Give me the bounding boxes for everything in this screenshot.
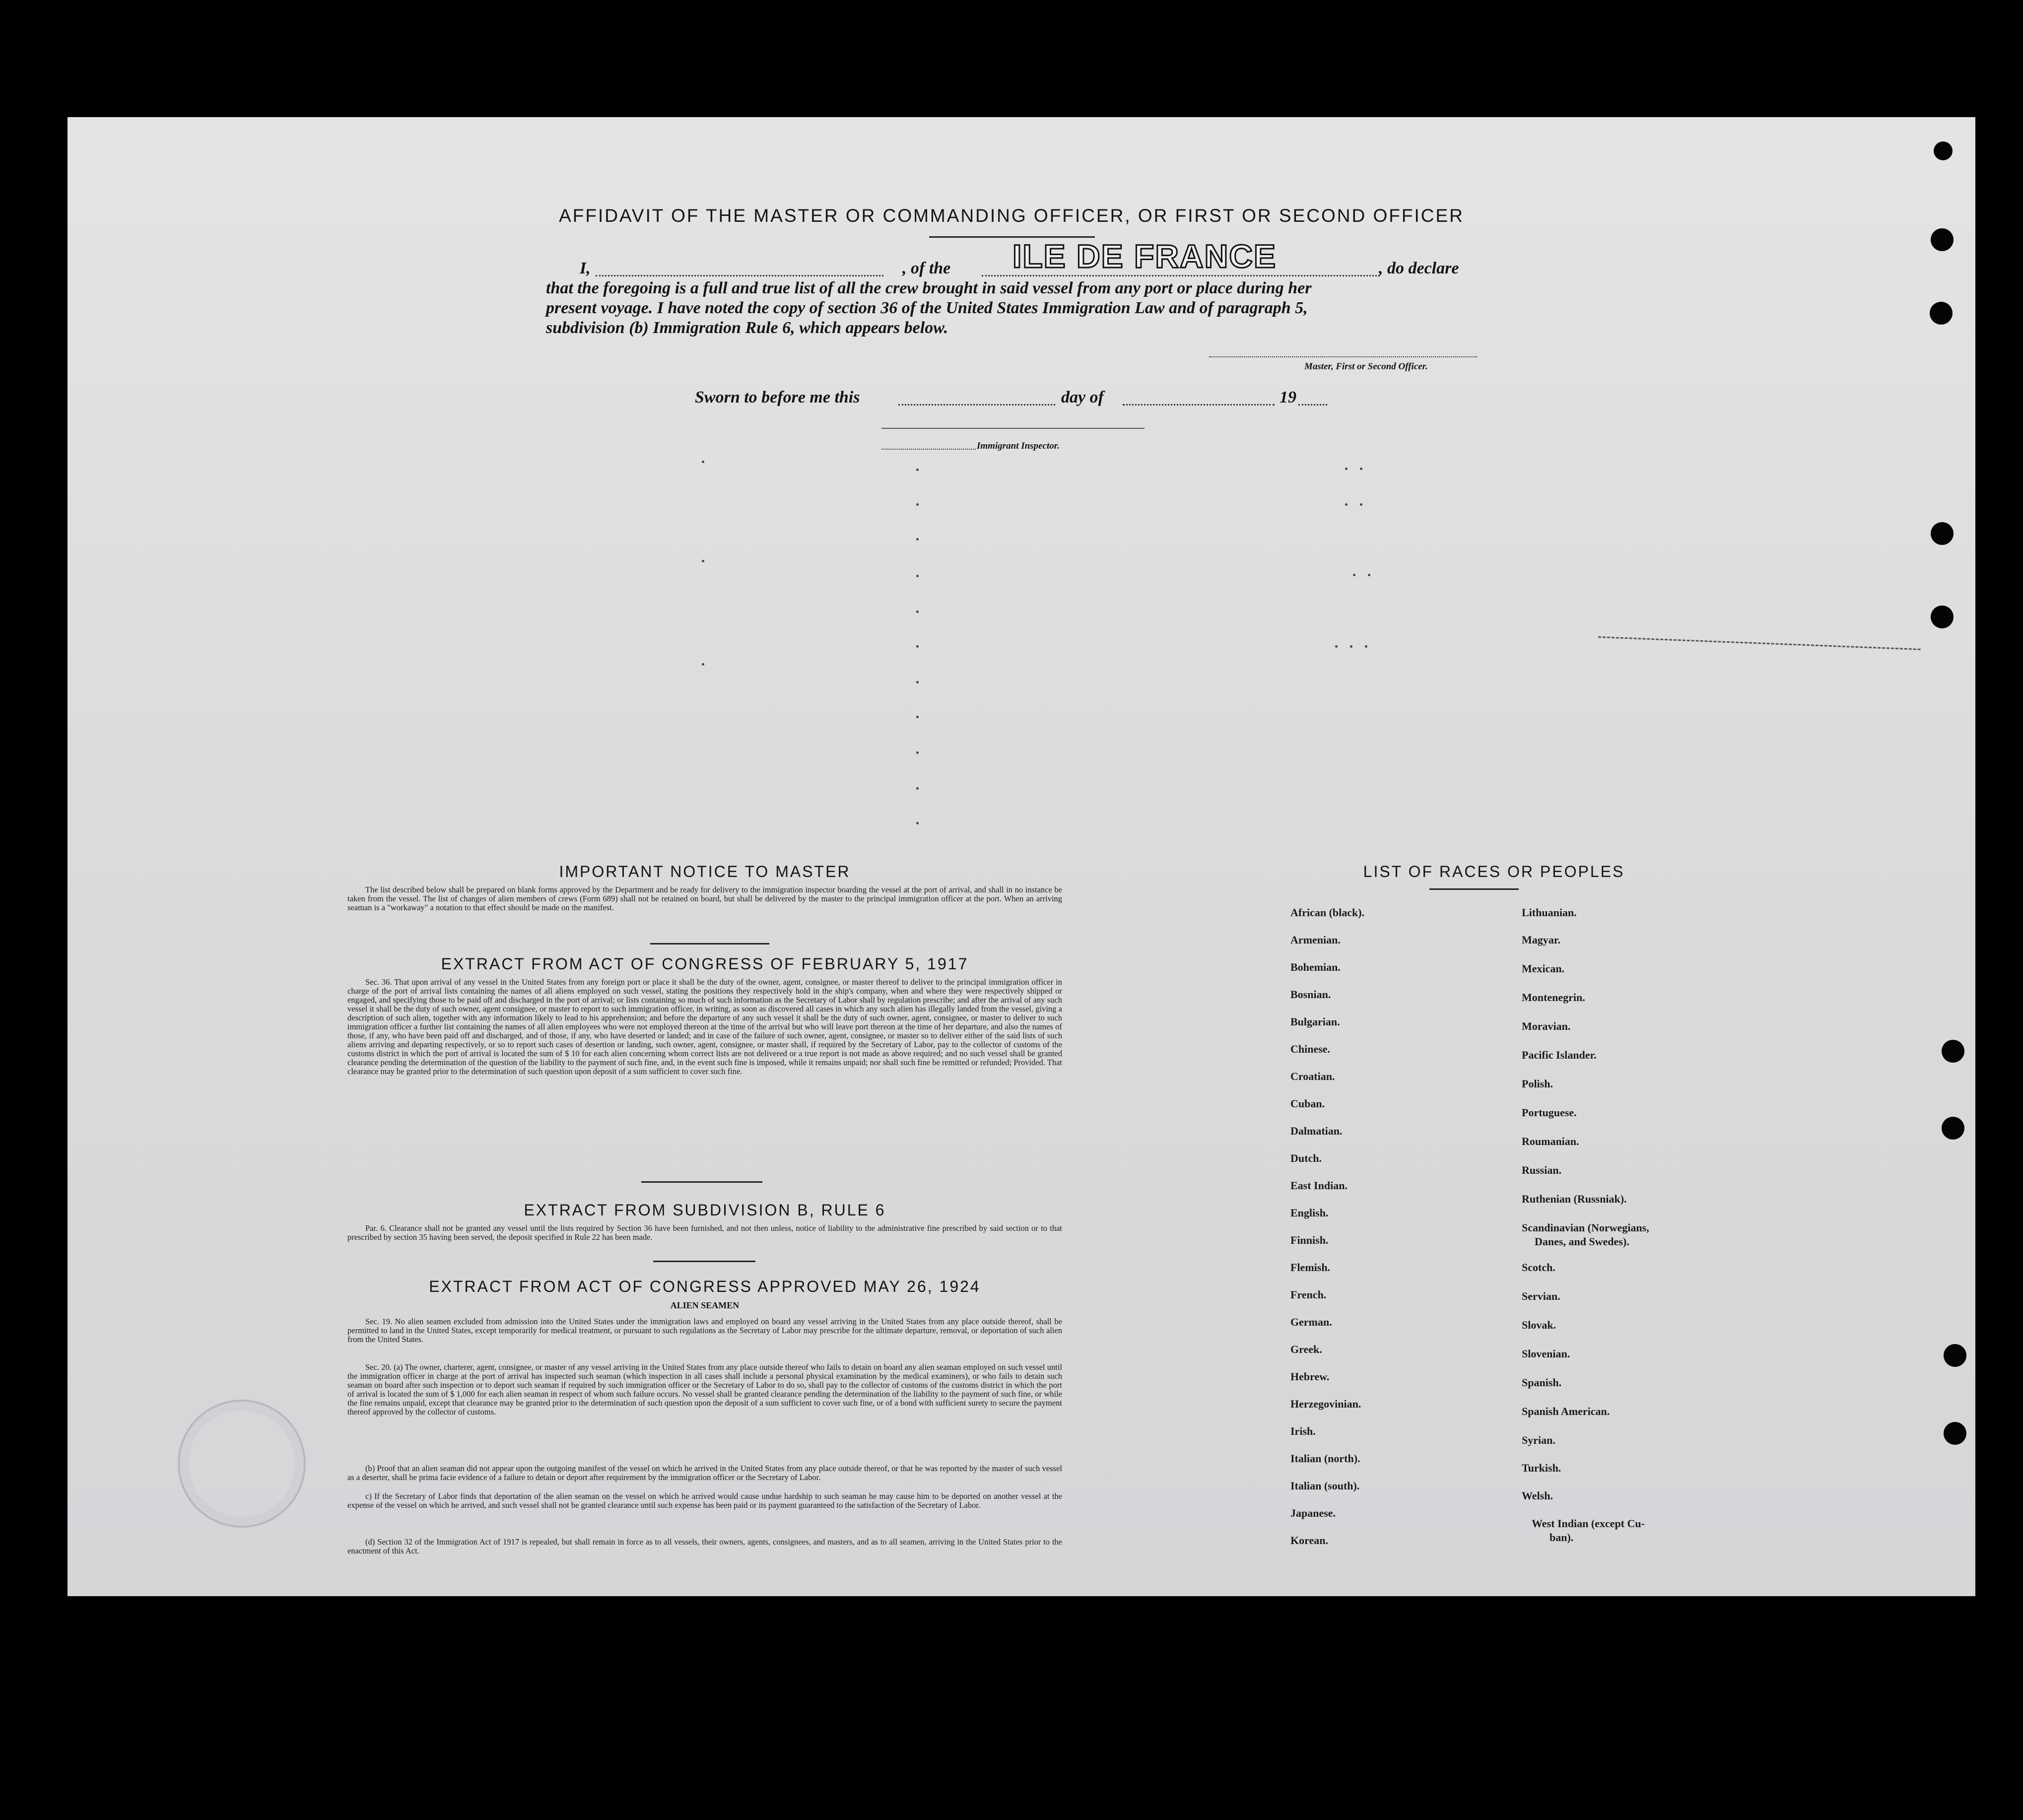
race-item: Roumanian. <box>1522 1135 1579 1147</box>
affidavit-of-the-label: , of the <box>902 259 951 277</box>
extract3-sec19: Sec. 19. No alien seamen excluded from admission into the United States under the immigration laws and employed on board any vessel arriving in the United States from any place outside thereof, shall be permitted to land in the United States, except temporarily for medical treatment, or pursuant to such regulations as the Secretary of Labor may prescribe for the ultimate departure, removal, or deportation of such alien from the United States. <box>347 1317 1062 1344</box>
guide-dot <box>1345 503 1348 506</box>
races-underline <box>1429 888 1519 890</box>
extract1-title: EXTRACT FROM ACT OF CONGRESS OF FEBRUARY 5, 1917 <box>441 955 969 973</box>
guide-dot <box>1360 503 1362 506</box>
vessel-name-field[interactable] <box>982 275 1380 276</box>
punch-hole-4 <box>1931 522 1954 545</box>
guide-dot <box>916 469 919 471</box>
notice-text: The list described below shall be prepared on blank forms approved by the Department and be ready for delivery to the immigration inspector boarding the vessel at the port of arrival, and shall in no instance be taken from the vessel. The list of changes of alien members of crews (Form 689) shall not be retained on board, but shall be delivered by the master to the principal immigration officer at the port. When an arriving seaman is a "workaway" a notation to that effect should be made on the manifest. <box>347 885 1062 912</box>
race-item: Mexican. <box>1522 962 1565 975</box>
punch-hole-7 <box>1942 1117 1964 1140</box>
race-item: Armenian. <box>1290 934 1341 946</box>
race-item: Slovak. <box>1522 1319 1556 1331</box>
inspector-caption: Immigrant Inspector. <box>977 441 1060 451</box>
extract3-title: EXTRACT FROM ACT OF CONGRESS APPROVED MAY 26, 1924 <box>429 1278 981 1295</box>
guide-dot <box>702 663 704 666</box>
guide-dot <box>1368 574 1370 576</box>
guide-dot <box>916 538 919 540</box>
extract2-title: EXTRACT FROM SUBDIVISION B, RULE 6 <box>524 1201 886 1219</box>
signature-caption: Master, First or Second Officer. <box>1304 361 1428 372</box>
races-title: LIST OF RACES OR PEOPLES <box>1363 863 1625 880</box>
race-item: Greek. <box>1290 1343 1322 1355</box>
extract3-sec20a: Sec. 20. (a) The owner, charterer, agent, consignee, or master of any vessel arriving in the United States from any place outside thereof who fails to detain on board any alien seaman employed on such vessel until the immigration officer in charge at the port of arrival has inspected such seaman (which inspection in all cases shall include a personal physical examination by the medical examiners), or who fails to detain such seaman on board after such inspection or to deport such seaman if required by such immigration officer or the Secretary of Labor to do so, shall pay to the collector of customs of the customs district in which the port of arrival is located the sum of $ 1,000 for each alien seaman in respect of whom such failure occurs. No vessel shall be granted clearance pending the determination of the liability to the payment of such fine, or while the fine remains unpaid, except that clearance may be granted prior to the determination of such question upon the deposit of a sum sufficient to cover such fine, or of a bond with sufficient surety to secure the payment thereof approved by the collector of customs. <box>347 1362 1062 1416</box>
master-name-field[interactable] <box>596 275 883 276</box>
extract2-text: Par. 6. Clearance shall not be granted any vessel until the lists required by Section 36 have been furnished, and not then unless, notice of liability to the administrative fine prescribed by said section or to that prescribed by section 35 having been served, the deposit specified in Rule 22 has been made. <box>347 1223 1062 1242</box>
affidavit-declare-label: , do declare <box>1379 259 1459 277</box>
race-item: Magyar. <box>1522 934 1561 946</box>
race-item: Spanish American. <box>1522 1405 1610 1417</box>
race-item: English. <box>1290 1207 1329 1219</box>
sworn-month-field[interactable] <box>1123 404 1275 405</box>
race-item: Pacific Islander. <box>1522 1049 1597 1061</box>
embossed-seal <box>178 1400 306 1528</box>
inspector-signature-line[interactable] <box>881 428 1145 429</box>
race-item: Welsh. <box>1522 1489 1553 1502</box>
race-item: Russian. <box>1522 1164 1562 1176</box>
guide-dot <box>916 681 919 683</box>
guide-dot <box>1345 468 1348 470</box>
guide-dot <box>1350 645 1352 648</box>
race-item: Lithuanian. <box>1522 906 1577 919</box>
race-item: Herzegovinian. <box>1290 1398 1361 1410</box>
year-label: 19 <box>1280 388 1296 406</box>
race-item: Hebrew. <box>1290 1370 1330 1383</box>
punch-hole-9 <box>1944 1422 1966 1445</box>
guide-dot <box>916 575 919 577</box>
punch-hole-6 <box>1942 1040 1964 1063</box>
race-item: Chinese. <box>1290 1043 1331 1055</box>
signature-line[interactable] <box>1209 356 1477 357</box>
race-item: Japanese. <box>1290 1507 1336 1519</box>
sworn-label: Sworn to before me this <box>695 388 860 406</box>
guide-dot <box>916 503 919 506</box>
race-item: Cuban. <box>1290 1097 1325 1110</box>
extract3-sec20b: (b) Proof that an alien seaman did not appear upon the outgoing manifest of the vessel on which he arrived in the United States from any place outside thereof, or that he was reported by the master of such vessel as a deserter, shall be prima facie evidence of a failure to detain or deport after requirement by the immigration officer or the Secretary of Labor. <box>347 1464 1062 1482</box>
race-item: German. <box>1290 1316 1332 1328</box>
race-item: Turkish. <box>1522 1462 1561 1474</box>
guide-dot <box>1360 468 1362 470</box>
guide-dot <box>916 822 919 824</box>
race-item: Portuguese. <box>1522 1106 1577 1119</box>
sworn-year-field[interactable] <box>1298 404 1327 405</box>
race-item: Flemish. <box>1290 1261 1331 1274</box>
race-item: Korean. <box>1290 1534 1328 1547</box>
guide-dot <box>916 787 919 790</box>
race-item: Scotch. <box>1522 1261 1555 1274</box>
punch-hole-2 <box>1931 228 1954 251</box>
guide-dot <box>916 716 919 718</box>
ship-name-stamp: ILE DE FRANCE <box>1012 238 1277 274</box>
extract1-text: Sec. 36. That upon arrival of any vessel in the United States from any foreign port or place it shall be the duty of the owner, agent, consignee, or master thereof to deliver to the principal immigration officer in charge of the port of arrival lists containing the names of all aliens employed on such vessel, stating the positions they respectively hold in the ship's company, when and where they were respectively shipped or engaged, and specifying those to be paid off and discharged in the port of arrival; or lists containing so much of such information as the Secretary of Labor shall by regulation prescribe; and after the arrival of any such vessel it shall be the duty of such owner, agent consignee, or master to report to such immigration officer, in writing, as soon as discovered all cases in which any such alien has illegally landed from the vessel, giving a description of such alien, together with any information likely to lead to his apprehension; and before the departure of any such vessel it shall be the duty of such owner, agent, consignee, or master to deliver to such immigration officer a further list containing the names of all alien employees who were not employed thereon at the time of the arrival but who will leave port thereon at the time of her departure, and also the names of those, if any, who have been paid off and discharged, and of those, if any, who have deserted or landed; and in case of the failure of such owner, agent, consignee, or master so to deliver either of the said lists of such aliens arriving and departing respectively, or so to report such cases of desertion or landing, such owner, agent, consignee, or master shall, if required by the Secretary of Labor, pay to the collector of customs of the customs district in which the port of arrival is located the sum of $ 10 for each alien concerning whom correct lists are not delivered or a true report is not made as above required; and no such vessel shall be granted clearance pending the determination of the question of the liability to the payment of such fine, and, in the event such fine is imposed, while it remains unpaid; nor shall such fine be remitted or refunded; Provided. That clearance may be granted prior to the determination of such question upon deposit of a sum sufficient to cover such fine. <box>347 977 1062 1076</box>
race-item: Italian (north). <box>1290 1452 1360 1465</box>
guide-dot <box>1353 574 1355 576</box>
punch-hole-8 <box>1944 1344 1966 1367</box>
race-item: Polish. <box>1522 1078 1553 1090</box>
extract3-subtitle: ALIEN SEAMEN <box>670 1300 740 1310</box>
guide-dot <box>1335 645 1338 648</box>
race-item: Dalmatian. <box>1290 1125 1343 1137</box>
extract3-sec20c: c) If the Secretary of Labor finds that deportation of the alien seaman on the vessel on which he arrived would cause undue hardship to such seaman he may cause him to be deported on another vessel at the expense of the vessel on which he arrived, and such vessel shall not be granted clearance until such expense has been paid or its payment guaranteed to the satisfaction of the Secretary of Labor. <box>347 1491 1062 1510</box>
race-item: Slovenian. <box>1522 1348 1570 1360</box>
guide-dot <box>702 461 704 463</box>
punch-hole-1 <box>1934 141 1953 160</box>
race-item: Danes, and Swedes). <box>1535 1235 1629 1248</box>
race-item: Servian. <box>1522 1290 1560 1302</box>
affidavit-i-label: I, <box>580 259 591 277</box>
affidavit-title: AFFIDAVIT OF THE MASTER OR COMMANDING OFFICER, OR FIRST OR SECOND OFFICER <box>559 205 1464 226</box>
race-item: ban). <box>1550 1531 1574 1544</box>
race-item: Scandinavian (Norwegians, <box>1522 1221 1649 1234</box>
affidavit-line-3: present voyage. I have noted the copy of section 36 of the United States Immigration Law and of paragraph 5, <box>546 299 1308 317</box>
races-column-2 <box>1522 906 1649 1545</box>
race-item: Bosnian. <box>1290 988 1331 1001</box>
day-of-label: day of <box>1061 388 1104 406</box>
guide-dot <box>702 560 704 562</box>
race-item: East Indian. <box>1290 1179 1348 1192</box>
punch-hole-5 <box>1931 606 1954 628</box>
affidavit-line-4: subdivision (b) Immigration Rule 6, which appears below. <box>546 319 948 337</box>
race-item: Bulgarian. <box>1290 1015 1340 1028</box>
race-item: Irish. <box>1290 1425 1316 1437</box>
extract3-sec20d: (d) Section 32 of the Immigration Act of 1917 is repealed, but shall remain in force as to all vessels, their owners, agents, consignees, and masters, and as to all seamen, arriving in the United States prior to the enactment of this Act. <box>347 1537 1062 1555</box>
race-item: Bohemian. <box>1290 961 1341 973</box>
inspector-dotted-line <box>881 449 976 450</box>
guide-dot <box>916 751 919 754</box>
race-item: Syrian. <box>1522 1434 1555 1446</box>
punch-hole-3 <box>1930 302 1953 325</box>
race-item: Finnish. <box>1290 1234 1329 1246</box>
race-item: Italian (south). <box>1290 1480 1360 1492</box>
race-item: Spanish. <box>1522 1376 1562 1389</box>
sworn-day-field[interactable] <box>898 404 1055 405</box>
race-item: French. <box>1290 1288 1327 1301</box>
race-item: Montenegrin. <box>1522 991 1585 1004</box>
race-item: Croatian. <box>1290 1070 1335 1082</box>
notice-title: IMPORTANT NOTICE TO MASTER <box>559 863 851 880</box>
guide-dot <box>916 645 919 648</box>
guide-dot <box>916 610 919 613</box>
race-item: African (black). <box>1290 906 1365 919</box>
guide-dot <box>1365 645 1367 648</box>
races-column-1 <box>1290 906 1364 1561</box>
extract2-divider <box>653 1261 755 1262</box>
extract1-divider <box>641 1181 762 1183</box>
affidavit-line-2: that the foregoing is a full and true list of all the crew brought in said vessel from any port or place during her <box>546 279 1312 297</box>
notice-divider <box>650 943 769 944</box>
race-item: Dutch. <box>1290 1152 1322 1164</box>
race-item: West Indian (except Cu- <box>1532 1517 1645 1530</box>
race-item: Moravian. <box>1522 1020 1571 1032</box>
race-item: Ruthenian (Russniak). <box>1522 1193 1627 1205</box>
